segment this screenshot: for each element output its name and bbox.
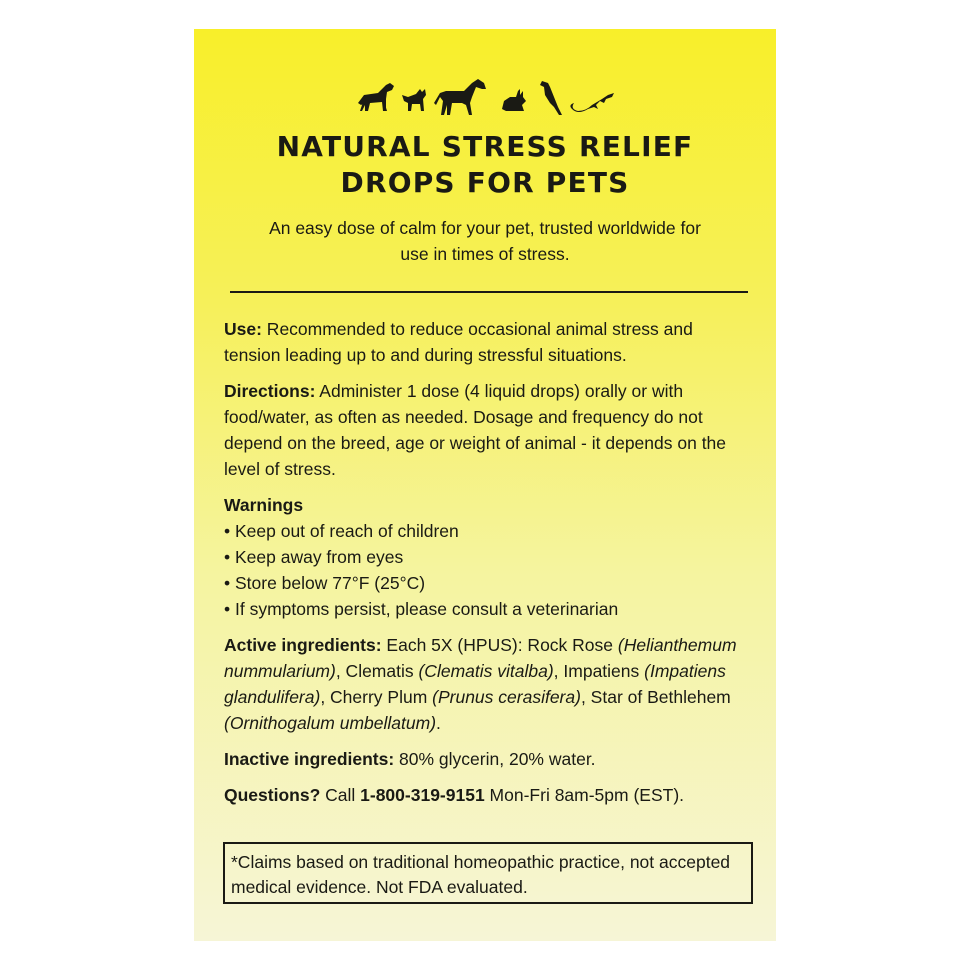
latin-name: (Clematis vitalba) [418,661,554,681]
warning-item: • Keep out of reach of children [224,521,459,541]
warning-item: • If symptoms persist, please consult a veterinarian [224,599,619,619]
lizard-icon [570,93,614,112]
latin-name: (Prunus cerasifera) [432,687,581,707]
warnings-title: Warnings [224,495,304,515]
warning-item: • Store below 77°F (25°C) [224,573,426,593]
cat-icon [402,89,426,111]
use-label: Use: [224,319,262,339]
latin-name: (Ornithogalum umbellatum) [224,713,437,733]
directions-section [224,378,754,482]
questions-call: Call [320,785,361,805]
active-text: , Impatiens [553,661,645,681]
directions-label: Directions: [224,381,316,401]
warning-item: • Keep away from eyes [224,547,404,567]
questions-hours: Mon-Fri 8am-5pm (EST). [484,785,685,805]
product-title [194,129,776,201]
subtitle-line-2: use in times of stress. [400,244,570,264]
title-line-1: NATURAL STRESS RELIEF [276,130,694,163]
active-label: Active ingredients: [224,635,382,655]
bird-icon [540,81,562,115]
use-section [224,316,754,368]
label-body [224,316,754,818]
subtitle-line-1: An easy dose of calm for your pet, trusted worldwide for [269,218,701,238]
title-line-2: DROPS FOR PETS [340,166,630,199]
phone-number: 1-800-319-9151 [360,785,485,805]
use-text: Recommended to reduce occasional animal stress and tension leading up to and during stressful situations. [224,319,693,365]
inactive-label: Inactive ingredients: [224,749,395,769]
active-text: Each 5X (HPUS): Rock Rose [381,635,618,655]
directions-text: Administer 1 dose (4 liquid drops) orally or with food/water, as often as needed. Dosage and frequency do not depend on the breed, age or weight of animal - it depends on the level of stress. [224,381,727,479]
active-text: , Cherry Plum [320,687,433,707]
product-label-panel [194,29,776,941]
warnings-list [224,518,754,622]
inactive-text: 80% glycerin, 20% water. [394,749,596,769]
product-subtitle [234,215,736,267]
animal-icons-row [356,77,616,117]
questions-section [224,782,754,808]
rabbit-icon [502,89,526,111]
latin-name: (Impatiens glandulifera) [224,661,726,707]
active-text: , Star of Bethlehem [580,687,731,707]
active-ingredients-section [224,632,754,736]
latin-name: (Helianthemum nummularium) [224,635,737,681]
active-text: , Clematis [335,661,419,681]
dog-icon [358,83,394,111]
horse-icon [434,79,486,115]
active-text: . [436,713,441,733]
questions-label: Questions? [224,785,321,805]
disclaimer-box: *Claims based on traditional homeopathic practice, not accepted medical evidence. Not FDA evaluated. [223,842,753,904]
inactive-ingredients-section [224,746,754,772]
divider-rule [230,291,748,293]
